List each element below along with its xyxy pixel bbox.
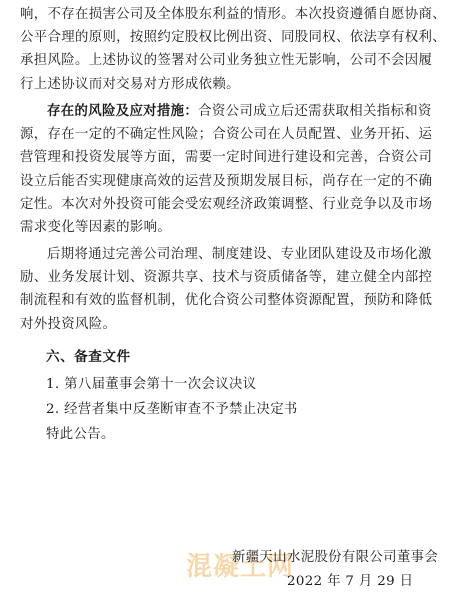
text-line: 励、业务发展计划、资源共享、技术与资质储备等，建立健全内部控 (20, 270, 433, 286)
signature-company: 新疆天山水泥股份有限公司董事会 (232, 550, 439, 565)
text-line: 定性。本次对外投资可能会受宏观经济政策调整、行业竞争以及市场 (20, 196, 433, 212)
risk-lead-label: 存在的风险及应对措施： (47, 103, 199, 119)
text-line: 承担风险。上述协议的签署对公司业务独立性无影响，公司不会因履 (20, 53, 433, 69)
risk-lead-text: 合资公司成立后还需获取相关指标和资 (198, 104, 432, 119)
signature-date: 2022 年 7 月 29 日 (287, 574, 414, 589)
section-heading: 六、备查文件 (46, 349, 131, 365)
text-line: 需求变化等因素的影响。 (20, 220, 172, 236)
paragraph-impact (20, 3, 460, 96)
text-line: 制流程和有效的监督机制，优化合资公司整体资源配置，预防和降低 (20, 293, 433, 309)
text-line: 设立后能否实现健康高效的运营及预期发展目标，尚存在一定的不确 (20, 173, 433, 189)
text-line: 营管理和投资发展等方面，需要一定时间进行建设和完善，合资公司 (20, 150, 433, 166)
text-line: 公平合理的原则，按照约定股权比例出资、同股同权、依法享有权利、 (20, 30, 446, 46)
text-line: 对外投资风险。 (20, 316, 117, 332)
watermark-logo: 混凝土网 (186, 552, 295, 582)
reference-item: 1. 第八届董事会第十一次会议决议 (46, 377, 257, 392)
text-line: 后期将通过完善公司治理、制度建设、专业团队建设及市场化激 (47, 247, 432, 262)
text-line (20, 100, 460, 123)
paragraph-risks (20, 100, 460, 239)
text-line: 行上述协议而对交易对方形成依赖。 (20, 76, 240, 92)
text-line: 源，存在一定的不确定性风险；合资公司在人员配置、业务开拓、运 (20, 127, 433, 143)
closing-text: 特此公告。 (46, 427, 115, 442)
paragraph-measures (20, 243, 460, 336)
reference-item: 2. 经营者集中反垄断审查不予禁止决定书 (46, 402, 298, 417)
text-line: 响，不存在损害公司及全体股东利益的情形。本次投资遵循自愿协商、 (20, 7, 446, 22)
